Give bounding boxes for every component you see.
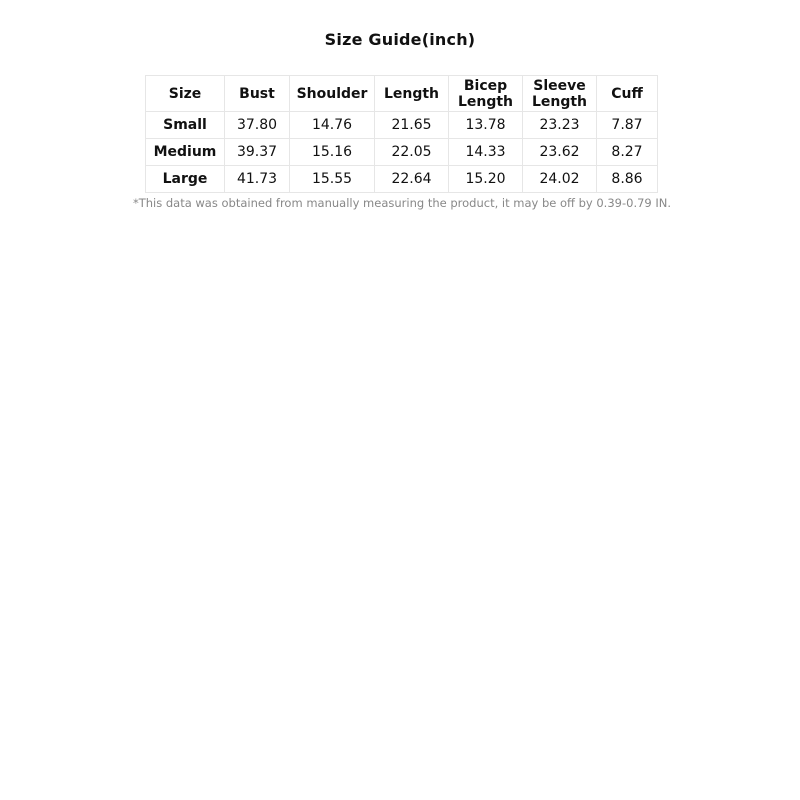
table-row bbox=[146, 112, 658, 139]
size-cell: Small bbox=[146, 112, 225, 139]
column-header-sleeve-length: Sleeve Length bbox=[523, 76, 597, 112]
measurement-disclaimer: *This data was obtained from manually measuring the product, it may be off by 0.39-0.79 IN. bbox=[132, 196, 672, 210]
column-header-cuff: Cuff bbox=[597, 76, 658, 112]
shoulder-cell: 15.55 bbox=[290, 166, 375, 193]
table-row bbox=[146, 166, 658, 193]
cuff-cell: 8.86 bbox=[597, 166, 658, 193]
column-header-shoulder: Shoulder bbox=[290, 76, 375, 112]
column-header-length: Length bbox=[375, 76, 449, 112]
size-cell: Medium bbox=[146, 139, 225, 166]
shoulder-cell: 14.76 bbox=[290, 112, 375, 139]
page-title: Size Guide(inch) bbox=[324, 30, 476, 49]
bicep-length-cell: 13.78 bbox=[449, 112, 523, 139]
sleeve-length-cell: 23.23 bbox=[523, 112, 597, 139]
sleeve-length-cell: 24.02 bbox=[523, 166, 597, 193]
bicep-length-cell: 15.20 bbox=[449, 166, 523, 193]
cuff-cell: 8.27 bbox=[597, 139, 658, 166]
sleeve-length-cell: 23.62 bbox=[523, 139, 597, 166]
size-guide-table bbox=[145, 75, 658, 193]
bust-cell: 41.73 bbox=[225, 166, 290, 193]
column-header-size: Size bbox=[146, 76, 225, 112]
column-header-bust: Bust bbox=[225, 76, 290, 112]
length-cell: 22.05 bbox=[375, 139, 449, 166]
column-header-bicep-length: Bicep Length bbox=[449, 76, 523, 112]
bust-cell: 39.37 bbox=[225, 139, 290, 166]
table-row bbox=[146, 139, 658, 166]
length-cell: 22.64 bbox=[375, 166, 449, 193]
bicep-length-cell: 14.33 bbox=[449, 139, 523, 166]
bust-cell: 37.80 bbox=[225, 112, 290, 139]
cuff-cell: 7.87 bbox=[597, 112, 658, 139]
size-cell: Large bbox=[146, 166, 225, 193]
table-header-row bbox=[146, 76, 658, 112]
length-cell: 21.65 bbox=[375, 112, 449, 139]
shoulder-cell: 15.16 bbox=[290, 139, 375, 166]
